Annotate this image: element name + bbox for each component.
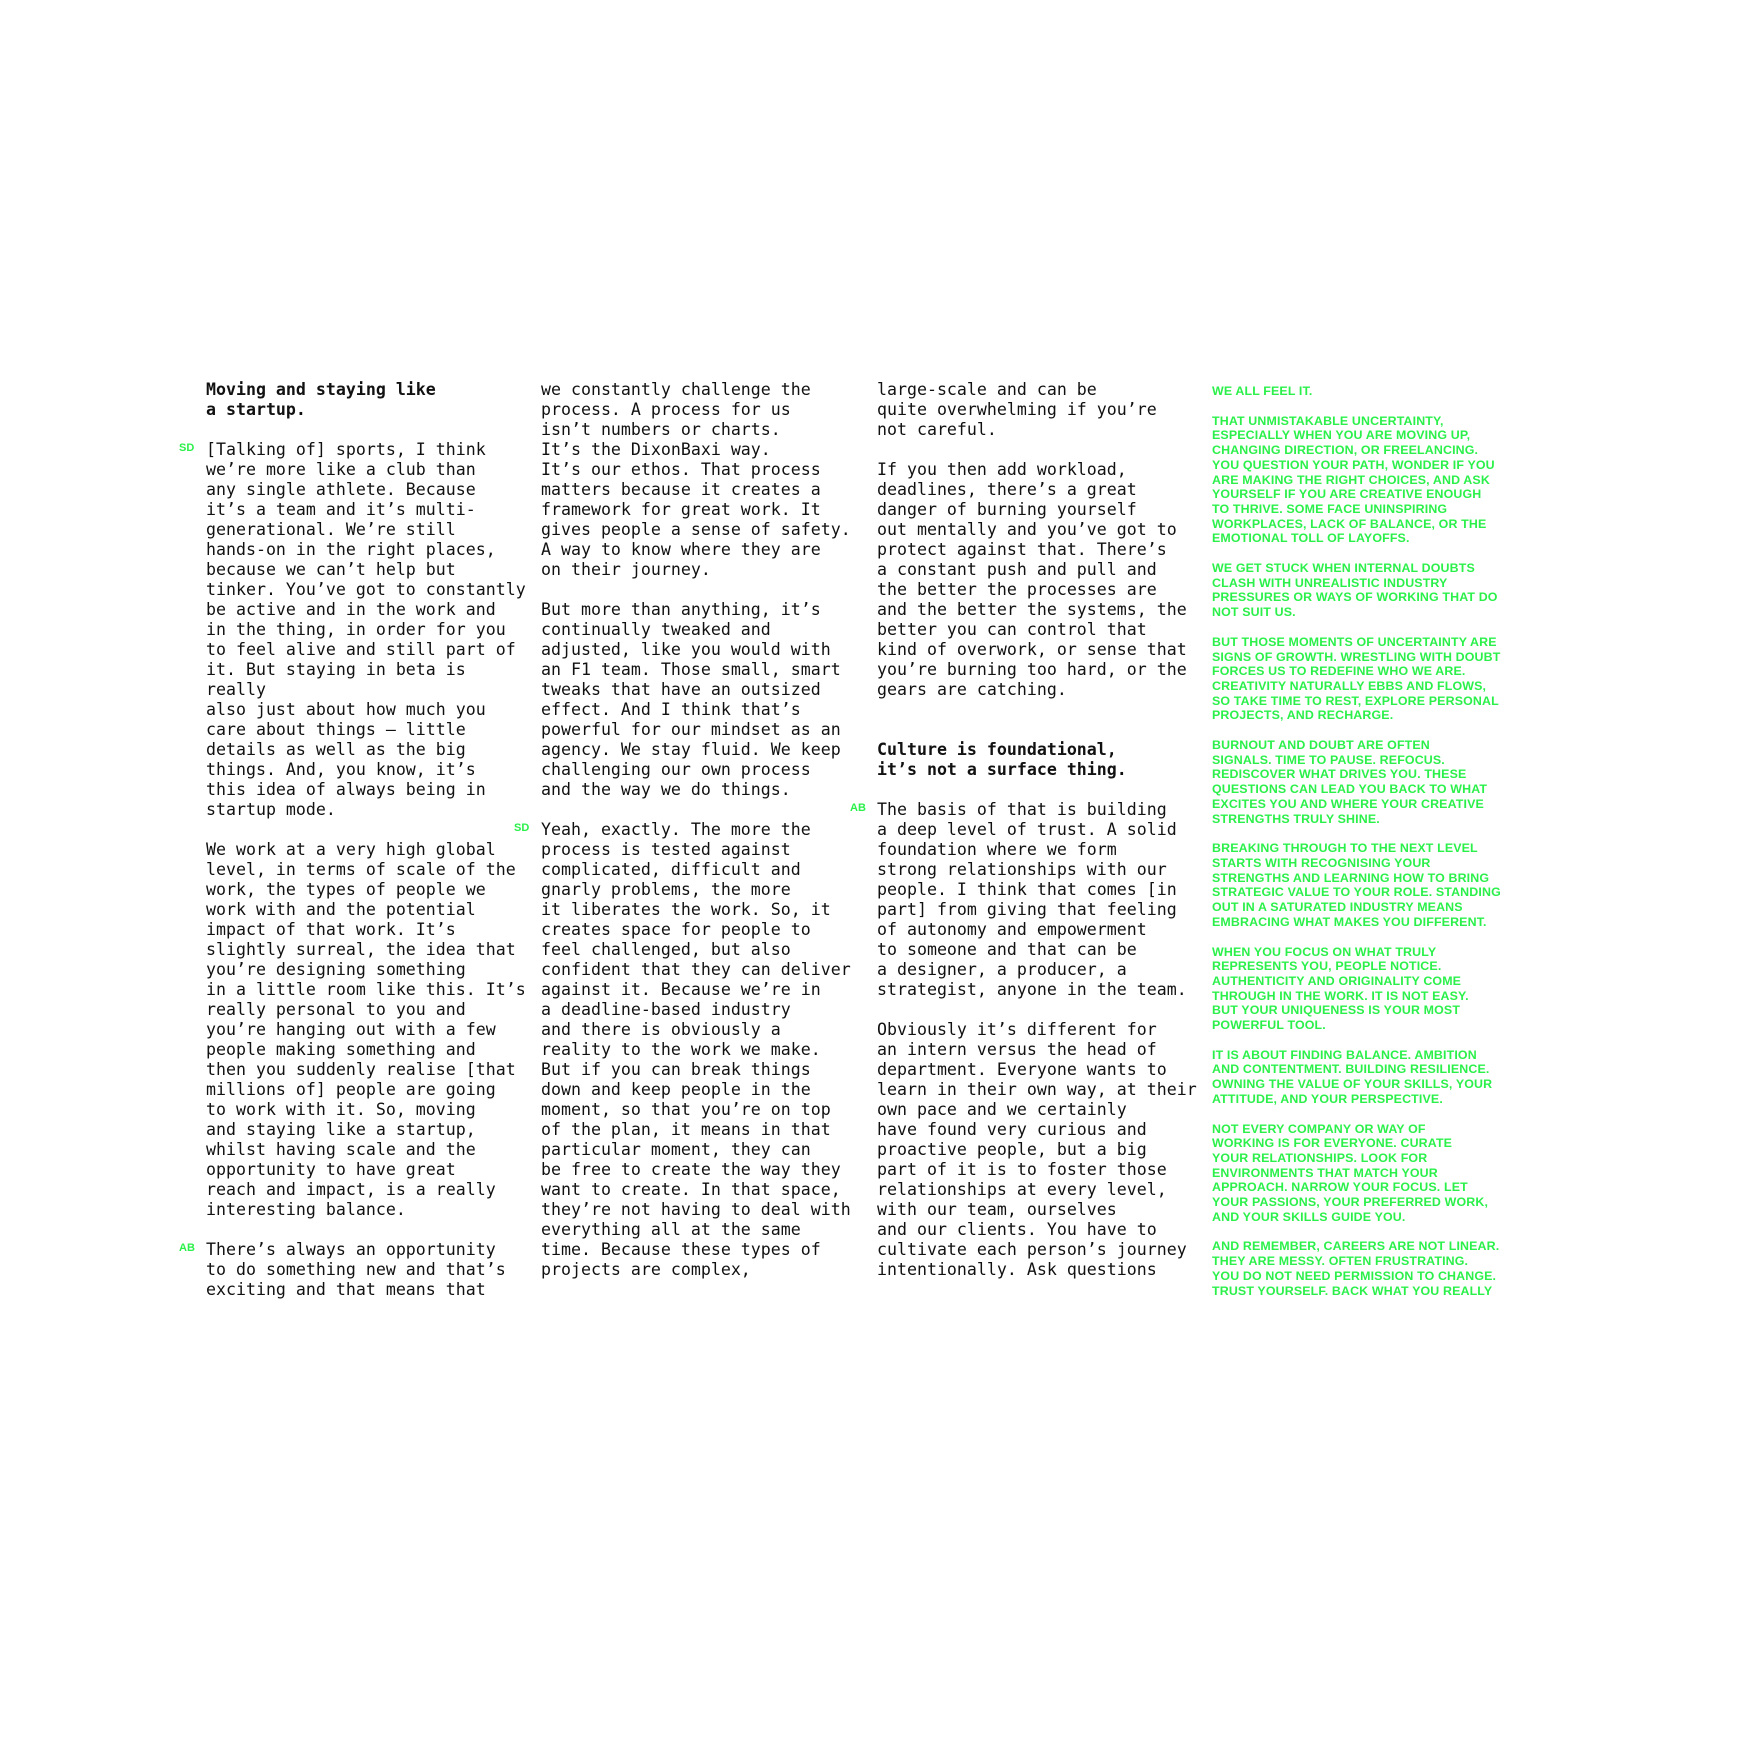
manifesto-paragraph: BUT THOSE MOMENTS OF UNCERTAINTY ARE SIGNS OF GROWTH. WRESTLING WITH DOUBT FORCES US TO REDEFINE WHO WE ARE. CREATIVITY NATURALLY EBBS AND FLOWS, SO TAKE TIME TO REST, EXPLORE PERSONAL PROJECTS, AND RECHARGE. xyxy=(1212,634,1501,723)
speaker-initials: AB xyxy=(179,1242,195,1254)
text-column-3 xyxy=(850,380,1197,1300)
paragraph xyxy=(179,1240,526,1300)
paragraph: But more than anything, it’s continually tweaked and adjusted, like you would with an F1 team. Those small, smart tweaks that have an outsized effect. And I think that’s powerful for our mindset as an agency. We stay fluid. We keep challenging our own process and the way we do things. xyxy=(541,600,841,799)
green-manifesto-column xyxy=(1212,384,1542,1313)
paragraph-text: [Talking of] sports, I think we’re more like a club than any single athlete. Because it’s a team and it’s multi- generational. We’re still hands-on in the right places, because we can’t help but tinker. You’ve got to constantly be active and in the work and in the thing, in order for you to feel alive and still part of it. But staying in beta is really also just about how much you care about things – little details as well as the big things. And, you know, it’s this idea of always being in startup mode. xyxy=(206,440,526,819)
paragraph: We work at a very high global level, in terms of scale of the work, the types of people we work with and the potential impact of that work. It’s slightly surreal, the idea that you’re designing something in a little room like this. It’s really personal to you and you’re hanging out with a few people making something and then you suddenly realise [that millions of] people are going to work with it. So, moving and staying like a startup, whilst having scale and the opportunity to have great reach and impact, is a really interesting balance. xyxy=(206,840,526,1219)
manifesto-paragraph: NOT EVERY COMPANY OR WAY OF WORKING IS FOR EVERYONE. CURATE YOUR RELATIONSHIPS. LOOK FOR ENVIRONMENTS THAT MATCH YOUR APPROACH. NARROW YOUR FOCUS. LET YOUR PASSIONS, YOUR PREFERRED WORK, AND YOUR SKILLS GUIDE YOU. xyxy=(1212,1121,1489,1224)
section-heading-startup: Moving and staying like a startup. xyxy=(206,380,436,419)
manifesto-paragraph: WE ALL FEEL IT. xyxy=(1212,384,1313,398)
speaker-initials: AB xyxy=(850,802,866,814)
manifesto-paragraph: WE GET STUCK WHEN INTERNAL DOUBTS CLASH WITH UNREALISTIC INDUSTRY PRESSURES OR WAYS OF WORKING THAT DO NOT SUIT US. xyxy=(1212,561,1498,620)
paragraph-text: Yeah, exactly. The more the process is tested against complicated, difficult and gnarly problems, the more it liberates the work. So, it creates space for people to feel challenged, but also confident that they can deliver against it. Because we’re in a deadline-based industry and there is obviously a reality to the work we make. But if you can break things down and keep people in the moment, so that you’re on top of the plan, it means in that particular moment, they can be free to create the way they want to create. In that space, they’re not having to deal with everything all at the same time. Because these types of projects are complex, xyxy=(541,820,851,1279)
manifesto-paragraph: BREAKING THROUGH TO THE NEXT LEVEL STARTS WITH RECOGNISING YOUR STRENGTHS AND LEARNING HOW TO BRING STRATEGIC VALUE TO YOUR ROLE. STANDING OUT IN A SATURATED INDUSTRY MEANS EMBRACING WHAT MAKES YOU DIFFERENT. xyxy=(1212,841,1501,929)
manifesto-paragraph: THAT UNMISTAKABLE UNCERTAINTY, ESPECIALLY WHEN YOU ARE MOVING UP, CHANGING DIRECTION, OR FREELANCING. YOU QUESTION YOUR PATH, WONDER IF YOU ARE MAKING THE RIGHT CHOICES, AND ASK YOURSELF IF YOU ARE CREATIVE ENOUGH TO THRIVE. SOME FACE UNINSPIRING WORKPLACES, LACK OF BALANCE, OR THE EMOTIONAL TOLL OF LAYOFFS. xyxy=(1212,413,1495,546)
paragraph: If you then add workload, deadlines, there’s a great danger of burning yourself out mentally and you’ve got to protect against that. There’s a constant push and pull and the better the processes are and the better the systems, the better you can control that kind of overwork, or sense that you’re burning too hard, or the gears are catching. xyxy=(877,460,1187,699)
section-heading-culture: Culture is foundational, it’s not a surface thing. xyxy=(877,740,1127,779)
paragraph: large-scale and can be quite overwhelming if you’re not careful. xyxy=(877,380,1157,439)
paragraph-text: There’s always an opportunity to do something new and that’s exciting and that means that xyxy=(206,1240,506,1299)
paragraph xyxy=(850,800,1197,1000)
manifesto-paragraph: BURNOUT AND DOUBT ARE OFTEN SIGNALS. TIME TO PAUSE. REFOCUS. REDISCOVER WHAT DRIVES YOU. THESE QUESTIONS CAN LEAD YOU BACK TO WHAT EXCITES YOU AND WHERE YOUR CREATIVE STRENGTHS TRULY SHINE. xyxy=(1212,738,1488,826)
manifesto-paragraph: WHEN YOU FOCUS ON WHAT TRULY REPRESENTS YOU, PEOPLE NOTICE. AUTHENTICITY AND ORIGINALITY COME THROUGH IN THE WORK. IT IS NOT EASY. BUT YOUR UNIQUENESS IS YOUR MOST POWERFUL TOOL. xyxy=(1212,944,1469,1033)
paragraph: we constantly challenge the process. A process for us isn’t numbers or charts. It’s the DixonBaxi way. It’s our ethos. That process matters because it creates a framework for great work. It gives people a sense of safety. A way to know where they are on their journey. xyxy=(541,380,851,579)
paragraph xyxy=(179,440,526,820)
paragraph xyxy=(514,820,861,1280)
manifesto-paragraph: IT IS ABOUT FINDING BALANCE. AMBITION AND CONTENTMENT. BUILDING RESILIENCE. OWNING THE VALUE OF YOUR SKILLS, YOUR ATTITUDE, AND YOUR PERSPECTIVE. xyxy=(1212,1047,1493,1106)
paragraph: Obviously it’s different for an intern versus the head of department. Everyone wants to learn in their own way, at their own pace and we certainly have found very curious and proactive people, but a big part of it is to foster those relationships at every level, with our team, ourselves and our clients. You have to cultivate each person’s journey intentionally. Ask questions xyxy=(877,1020,1197,1279)
speaker-initials: SD xyxy=(514,822,530,834)
paragraph-text: The basis of that is building a deep level of trust. A solid foundation where we form strong relationships with our people. I think that comes [in part] from giving that feeling of autonomy and empowerment to someone and that can be a designer, a producer, a strategist, anyone in the team. xyxy=(877,800,1187,999)
text-column-1 xyxy=(179,380,526,1320)
manifesto-paragraph: AND REMEMBER, CAREERS ARE NOT LINEAR. THEY ARE MESSY. OFTEN FRUSTRATING. YOU DO NOT NEED PERMISSION TO CHANGE. TRUST YOURSELF. BACK WHAT YOU REALLY xyxy=(1212,1239,1500,1298)
text-column-2 xyxy=(514,380,861,1300)
speaker-initials: SD xyxy=(179,442,195,454)
